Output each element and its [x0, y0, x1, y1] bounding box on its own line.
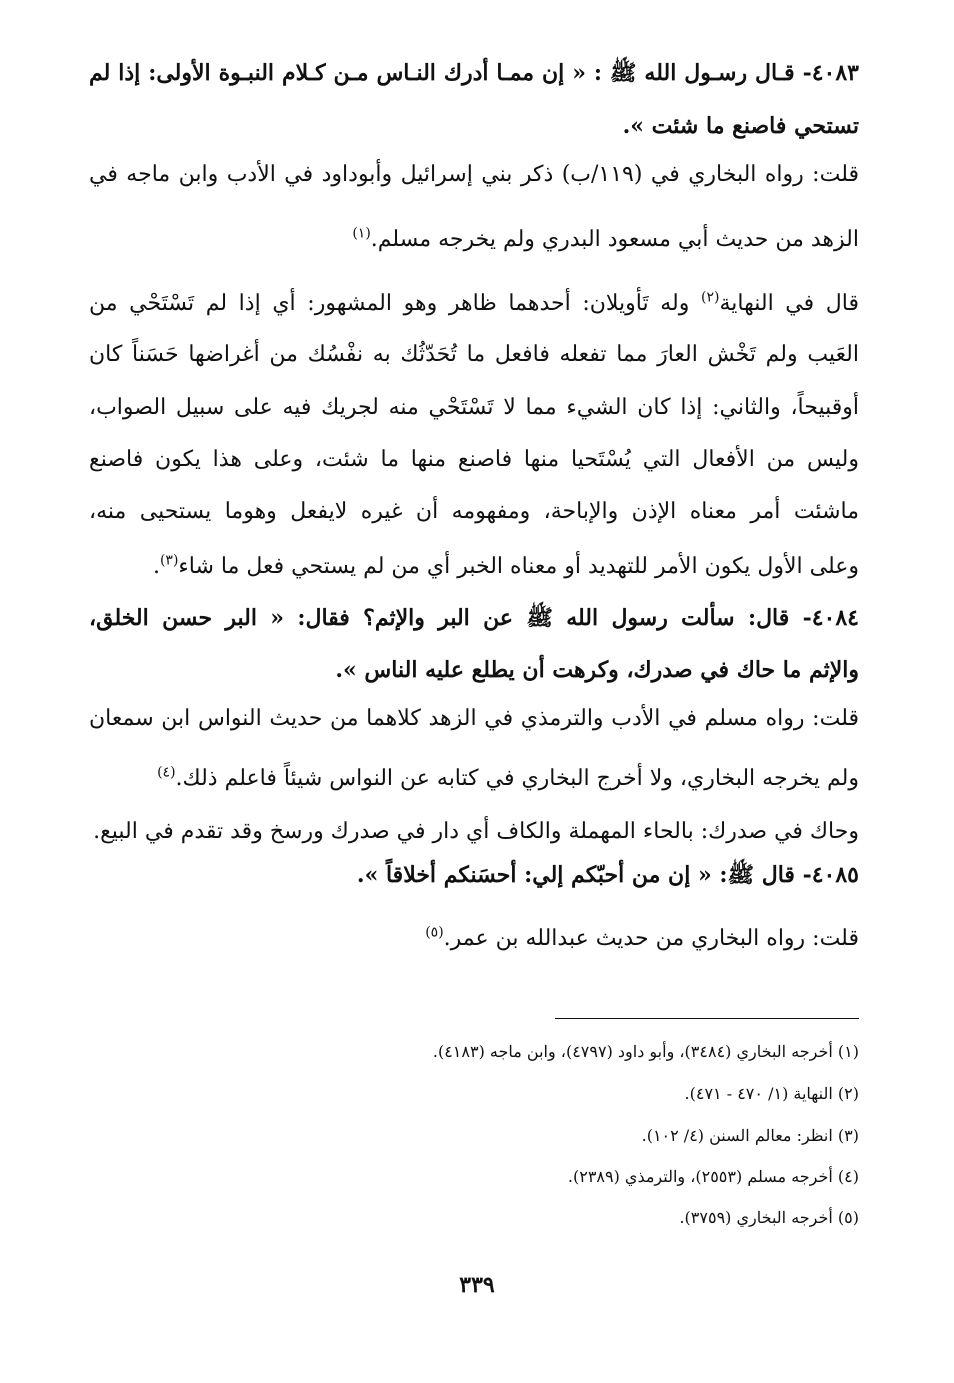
commentary-4084-line-2 — [89, 762, 859, 796]
commentary-4084-line-1: قلت: رواه مسلم في الأدب والترمذي في الزهد كلاهما من حديث النواس ابن سمعان — [89, 706, 859, 731]
footnote-marker-5: (٥) — [425, 924, 444, 941]
explanation-text: قال في النهاية — [719, 291, 859, 316]
page-number: ٣٣٩ — [459, 1272, 495, 1298]
commentary-text: قلت: رواه البخاري من حديث عبدالله بن عمر. — [443, 926, 859, 951]
explanation-line-6: وعلى الأول يكون الأمر للتهديد أو معناه الخبر أي من لم يستحي فعل ما شاء$^{(٣)}$. — [152, 552, 859, 579]
footnote-2: (٢) النهاية (١/ ٤٧٠ - ٤٧١). — [684, 1084, 859, 1103]
footnote-marker-4: (٤) — [157, 764, 176, 781]
explanation-line-5: ماشئت أمر معناه الإذن والإباحة، ومفهومه أن غيره لايفعل وهوما يستحيى منه، — [89, 499, 859, 524]
footnote-marker-2: (٢) — [701, 289, 720, 306]
explanation-line-3: أوقبيحاً، والثاني: إذا كان الشيء مما لا تَسْتَحْي منه لجريك فيه على سبيل الصواب، — [89, 395, 859, 420]
footnote-5: (٥) أخرجه البخاري (٣٧٥٩). — [679, 1208, 859, 1227]
hadith-4084-line-1: ٤٠٨٤- قال: سألت رسول الله ﷺ عن البر والإثم؟ فقال: « البر حسن الخلق، — [89, 605, 859, 631]
footnote-marker-1: (١) — [352, 225, 371, 242]
footnote-1: (١) أخرجه البخاري (٣٤٨٤)، وأبو داود (٤٧٩٧)، وابن ماجه (٤١٨٣). — [432, 1042, 859, 1061]
hadith-4083-line-1: ٤٠٨٣- قـال رسـول الله ﷺ : « إن ممـا أدرك النـاس مـن كـلام النبـوة الأولى: إذا لم — [89, 60, 859, 86]
hadith-4084-line-2: والإثم ما حاك في صدرك، وكرهت أن يطلع عليه الناس ». — [335, 657, 859, 683]
explanation-line-2: العَيب ولم تَخْش العارَ مما تفعله فافعل ما تُحَدّثُك به نفْسُك من أغراضها حَسَناً كان — [89, 342, 859, 367]
explanation-line-4: وليس من الأفعال التي يُسْتَحيا منها فاصنع منها ما شئت، وعلى هذا يكون فاصنع — [89, 447, 859, 472]
commentary-4085-line-1 — [89, 922, 859, 956]
footnote-3: (٣) انظر: معالم السنن (٤/ ١٠٢). — [641, 1126, 859, 1145]
commentary-4084-line-3: وحاك في صدرك: بالحاء المهملة والكاف أي دار في صدرك ورسخ وقد تقدم في البيع. — [93, 819, 859, 844]
hadith-4083-line-2: تستحي فاصنع ما شئت ». — [622, 113, 859, 139]
commentary-4083-line-2 — [89, 223, 859, 257]
commentary-text: الزهد من حديث أبي مسعود البدري ولم يخرجه مسلم. — [370, 227, 859, 252]
explanation-line-1 — [89, 287, 859, 321]
explanation-text: وعلى الأول يكون الأمر للتهديد أو معناه الخبر أي من لم يستحي فعل ما شاء — [178, 554, 859, 579]
explanation-text: وله تَأويلان: أحدهما ظاهر وهو المشهور: أي إذا لم تَسْتَحْي من — [89, 291, 690, 316]
footnote-4: (٤) أخرجه مسلم (٢٥٥٣)، والترمذي (٢٣٨٩). — [567, 1167, 859, 1186]
commentary-text: ولم يخرجه البخاري، ولا أخرج البخاري في كتابه عن النواس شيئاً فاعلم ذلك. — [175, 766, 859, 791]
footnote-marker-3: (٣) — [159, 552, 179, 569]
commentary-4083-line-1: قلت: رواه البخاري في (١١٩/ب) ذكر بني إسرائيل وأبوداود في الأدب وابن ماجه في — [89, 162, 859, 187]
hadith-4085-line-1: ٤٠٨٥- قال ﷺ: « إن من أحبّكم إلي: أحسَنكم أخلاقاً ». — [356, 862, 859, 888]
footnote-separator — [555, 1018, 859, 1019]
